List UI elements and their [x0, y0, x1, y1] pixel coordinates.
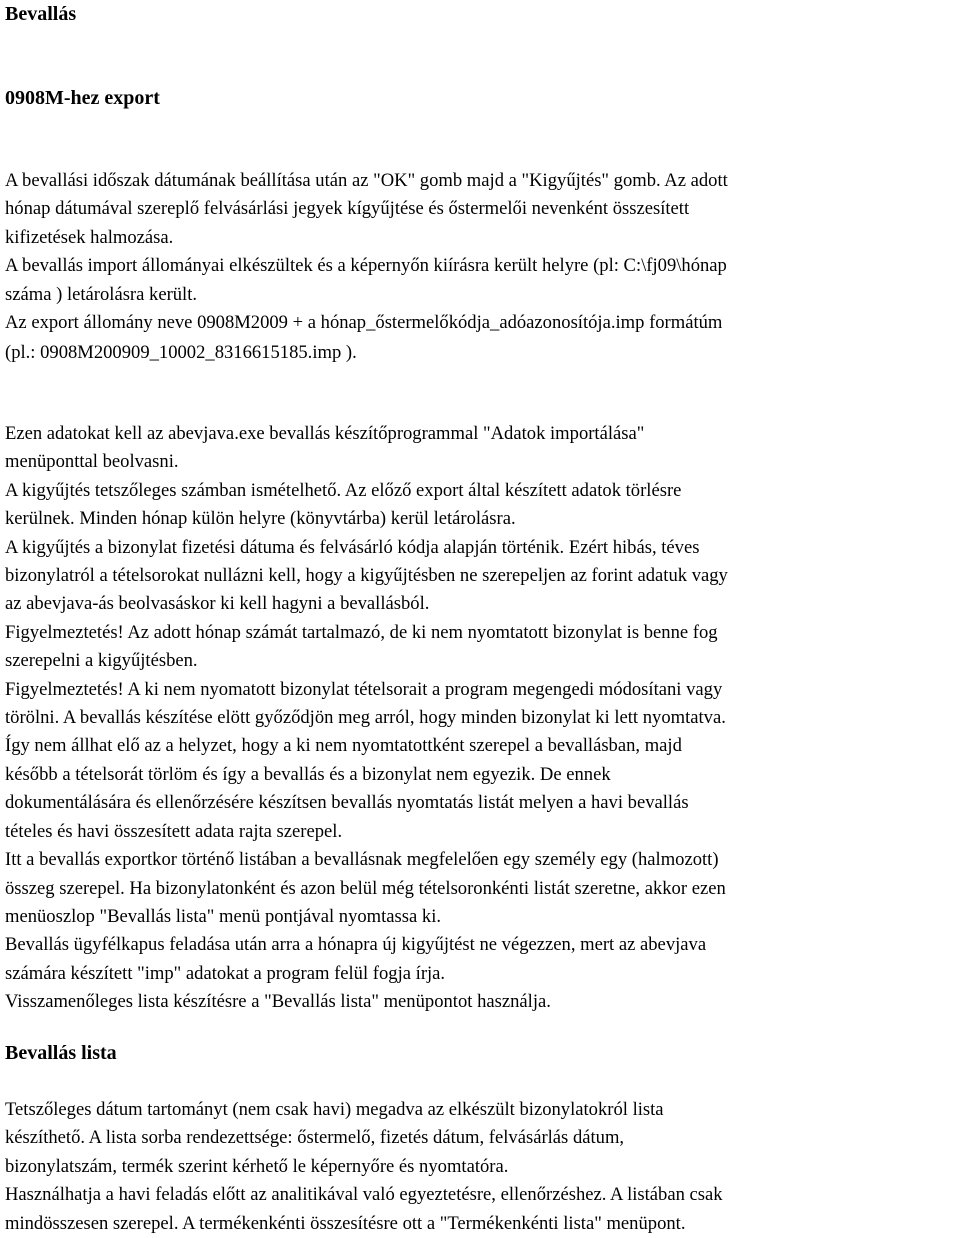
paragraph-filename-example [5, 339, 357, 367]
text-line: az abevjava-ás beolvasáskor ki kell hagyni a bevallásból. [5, 593, 430, 615]
text-line: tételes és havi összesített adata rajta szerepel. [5, 820, 343, 842]
text-line: Itt a bevallás exportkor történő listában a bevallásnak megfelelően egy személy egy (halmozott) [5, 849, 719, 871]
text-line: mindösszesen szerepel. A termékenkénti összesítésre ott a "Termékenkénti lista" menüpont. [5, 1212, 686, 1234]
text-line: Az export állomány neve 0908M2009 + a hónap_őstermelőkódja_adóazonosítója.imp formátúm [5, 312, 723, 334]
text-line: Visszamenőleges lista készítésre a "Bevallás lista" menüpontot használja. [5, 991, 551, 1013]
text-line: Figyelmeztetés! A ki nem nyomatott bizonylat tételsorait a program megengedi módosítani vagy [5, 678, 723, 700]
text-line: A bevallási időszak dátumának beállítása után az "OK" gomb majd a "Kigyűjtés" gomb. Az adott [5, 170, 728, 191]
text-line: számára készített "imp" adatokat a program felül fogja írja. [5, 962, 446, 984]
text-line: bizonylatszám, termék szerint kérhető le képernyőre és nyomtatóra. [5, 1155, 509, 1177]
text-line: bizonylatról a tételsorokat nullázni kell, hogy a kigyűjtésben ne szerepeljen az forint adatuk vagy [5, 565, 728, 587]
text-line: A bevallás import állományai elkészültek és a képernyőn kiírásra került helyre (pl: C:\fj09\hónap [5, 255, 727, 277]
text-line: Ezen adatokat kell az abevjava.exe bevallás készítőprogrammal "Adatok importálása" [5, 423, 645, 444]
text-line: összeg szerepel. Ha bizonylatonként és azon belül még tételsoronkénti listát szeretne, akkor ezen [5, 877, 726, 899]
paragraph-import-instructions [5, 420, 728, 1017]
text-line: Bevallás ügyfélkapus feladása után arra a hónapra új kigyűjtést ne végezzen, mert az abevjava [5, 934, 707, 956]
text-line: hónap dátumával szereplő felvásárlási jegyek kígyűjtése és őstermelői nevenként összesített [5, 198, 690, 220]
text-line: menüponttal beolvasni. [5, 451, 179, 473]
text-line: később a tételsorát törlöm és így a bevallás és a bizonylat nem egyezik. De ennek [5, 763, 611, 785]
text-line: menüoszlop "Bevallás lista" menü pontjával nyomtassa ki. [5, 905, 442, 927]
document-title: Bevallás [5, 3, 77, 25]
text-line: törölni. A bevallás készítése elött győződjön meg arról, hogy minden bizonylat ki lett nyomtatva. [5, 707, 726, 729]
text-line: Tetszőleges dátum tartományt (nem csak havi) megadva az elkészült bizonylatokról lista [5, 1099, 664, 1120]
text-line: Figyelmeztetés! Az adott hónap számát tartalmazó, de ki nem nyomtatott bizonylat is benne fog [5, 621, 718, 643]
text-line: készíthető. A lista sorba rendezettsége: őstermelő, fizetés dátum, felvásárlás dátum, [5, 1127, 625, 1149]
paragraph-export-description [5, 167, 728, 337]
section-heading-bevallas-lista: Bevallás lista [5, 1042, 117, 1064]
text-line: száma ) letárolásra került. [5, 283, 198, 305]
section-heading-export: 0908M-hez export [5, 87, 160, 109]
paragraph-lista-description [5, 1096, 723, 1238]
text-line: dokumentálására és ellenőrzésére készítsen bevallás nyomtatás listát melyen a havi bevallás [5, 792, 689, 814]
text-line: kifizetések halmozása. [5, 226, 174, 248]
text-line: szerepelni a kigyűjtésben. [5, 650, 198, 672]
text-line: Használhatja a havi feladás előtt az analitikával való egyeztetésre, ellenőrzéshez. A listában csak [5, 1184, 723, 1206]
text-line: A kigyűjtés a bizonylat fizetési dátuma és felvásárló kódja alapján történik. Ezért hibás, téves [5, 536, 700, 558]
text-line: kerülnek. Minden hónap külön helyre (könyvtárba) kerül letárolásra. [5, 508, 516, 530]
text-line: (pl.: 0908M200909_10002_8316615185.imp ). [5, 342, 357, 363]
text-line: A kigyűjtés tetszőleges számban ismételhető. Az előző export által készített adatok törlésre [5, 479, 682, 501]
text-line: Így nem állhat elő az a helyzet, hogy a ki nem nyomtatottként szerepel a bevallásban, majd [5, 735, 682, 757]
